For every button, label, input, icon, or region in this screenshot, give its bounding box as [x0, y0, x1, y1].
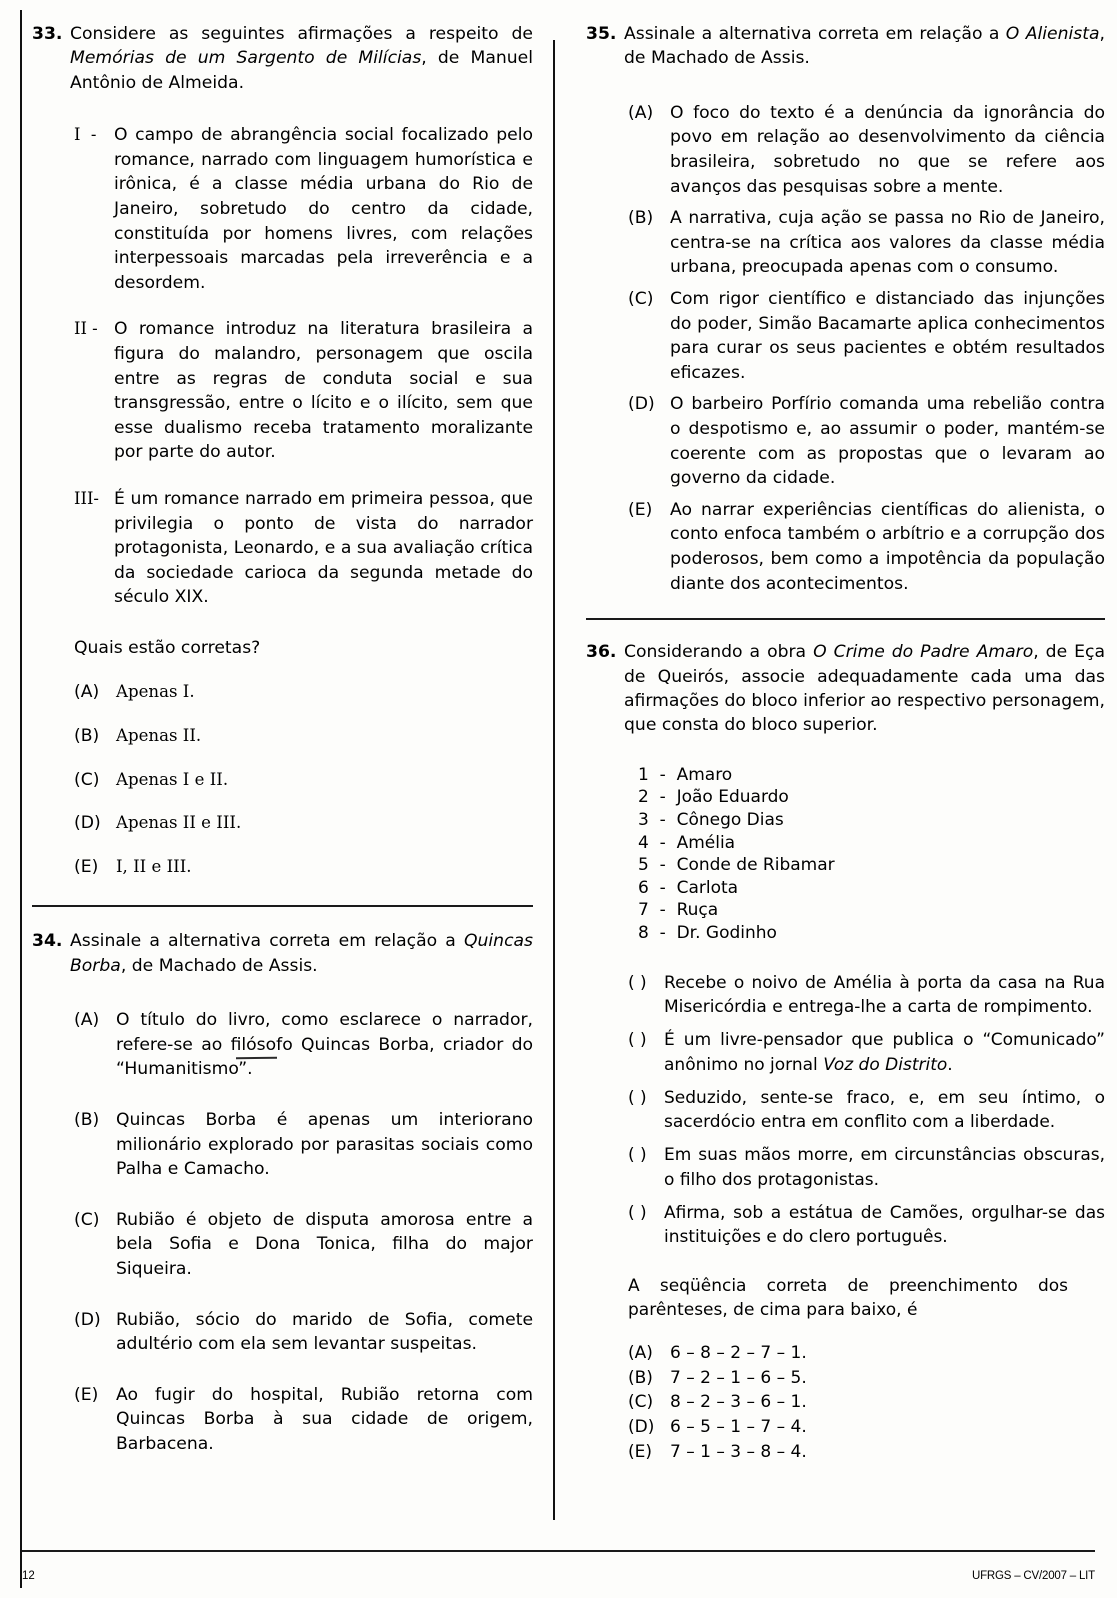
roman-item-text: O romance introduz na literatura brasileira a figura do malandro, personagem que oscila entre as regras de conduta social e sua transgressão, entre o lícito e o ilícito, sem que esse dualismo receba tratamento moralizante por parte do autor.	[114, 319, 534, 463]
answer-parenthesis-blank[interactable]: ( )	[628, 1030, 647, 1051]
question-separator	[32, 905, 533, 907]
question-34-stem	[70, 929, 533, 978]
question-separator	[586, 618, 1105, 620]
alternative-letter: (A)	[628, 102, 654, 123]
alternative-text: Apenas II.	[116, 725, 202, 745]
right-column	[586, 22, 1105, 1527]
alternative-text: Apenas I.	[116, 682, 195, 702]
question-34	[32, 929, 533, 1456]
roman-item-text: O campo de abrangência social focalizado pelo romance, narrado com linguagem humorística e irônica, é a classe média urbana do Rio de Janeiro, sobretudo do centro da cidade, constituída por homens livres, com relações interpessoais marcadas pela irreverência e a desordem.	[114, 125, 534, 293]
alternative-text: Apenas II e III.	[116, 813, 242, 833]
matching-statement[interactable]	[628, 1028, 1105, 1077]
statement-newspaper-title: Voz do Distrito	[823, 1054, 948, 1075]
character-key-list	[638, 764, 1105, 945]
roman-item	[32, 317, 533, 465]
alternative-c[interactable]	[32, 1208, 533, 1282]
answer-parenthesis-blank[interactable]: ( )	[628, 1203, 647, 1224]
question-35-alternatives	[586, 101, 1105, 596]
character-list-item: 7 - Ruça	[638, 900, 719, 921]
character-list-item: 3 - Cônego Dias	[638, 810, 784, 831]
alternative-text-before: O título do livro, como esclarece o narrador, refere-se ao	[116, 1010, 534, 1055]
roman-item-label: II -	[74, 319, 98, 339]
footer-divider	[22, 1550, 1095, 1552]
page-number: 12	[22, 1570, 35, 1582]
alternative-text: 8 – 2 – 3 – 6 – 1.	[670, 1392, 807, 1413]
question-33-prompt: Quais estão corretas?	[74, 637, 261, 658]
exam-identifier: UFRGS – CV/2007 – LIT	[972, 1570, 1095, 1582]
alternative-text: Ao fugir do hospital, Rubião retorna com Quincas Borba à sua cidade de origem, Barbacena.	[116, 1384, 534, 1454]
matching-statement-text: Seduzido, sente-se fraco, e, em seu íntimo, o sacerdócio entra em conflito com a liberdade.	[664, 1087, 1105, 1133]
stem-text-before: Considerando a obra	[624, 642, 814, 663]
alternative-text: Quincas Borba é apenas um interiorano milionário explorado por parasitas sociais como Palha e Camacho.	[116, 1109, 534, 1180]
alternative-letter: (E)	[628, 1441, 653, 1462]
alternative-e[interactable]	[32, 1383, 533, 1457]
alternative-letter: (C)	[628, 289, 654, 309]
roman-item-label: III-	[74, 488, 99, 508]
page-left-border	[20, 10, 22, 1588]
question-33-roman-items	[32, 123, 533, 610]
alternative-a[interactable]	[32, 680, 533, 705]
matching-statement-text: Recebe o noivo de Amélia à porta da casa na Rua Misericórdia e entrega-lhe a carta de rompimento.	[664, 972, 1105, 1017]
handwritten-underline-annotation: filósofo	[231, 1033, 293, 1058]
stem-text-after: , de Machado de Assis.	[120, 955, 318, 976]
stem-text-after: , de Machado de Assis.	[624, 24, 1105, 69]
matching-statement[interactable]	[628, 971, 1105, 1020]
alternative-letter: (C)	[74, 769, 100, 790]
alternative-letter: (D)	[74, 1309, 101, 1330]
stem-text-before: Assinale a alternativa correta em relação a	[70, 931, 464, 952]
matching-statement-text: Afirma, sob a estátua de Camões, orgulhar-se das instituições e do clero português.	[664, 1203, 1105, 1248]
question-33-alternatives	[32, 680, 533, 879]
two-column-layout	[32, 22, 1105, 1527]
alternative-letter: (A)	[628, 1343, 653, 1364]
roman-item	[32, 487, 533, 610]
question-36-alternatives	[628, 1342, 1105, 1463]
alternative-letter: (D)	[628, 1417, 655, 1438]
left-column	[32, 22, 541, 1527]
answer-parenthesis-blank[interactable]: ( )	[628, 972, 647, 993]
stem-text-after: , de Eça de Queirós, associe adequadamente cada uma das afirmações do bloco inferior ao respectivo personagem, que consta do bloco superior.	[624, 642, 1106, 736]
alternative-text: 6 – 5 – 1 – 7 – 4.	[670, 1417, 807, 1438]
roman-item-text: É um romance narrado em primeira pessoa, que privilegia o ponto de vista do narrador protagonista, Leonardo, e a sua avaliação crítica da sociedade carioca da segunda metade do século XIX.	[114, 488, 534, 608]
matching-statement-text	[664, 1028, 1105, 1077]
roman-item	[32, 123, 533, 295]
alternative-a[interactable]	[32, 1008, 533, 1082]
matching-statement[interactable]	[628, 1086, 1105, 1135]
alternative-letter: (E)	[74, 1384, 99, 1405]
character-list-item: 8 - Dr. Godinho	[638, 923, 777, 944]
alternative-letter: (E)	[74, 856, 99, 877]
alternative-b[interactable]	[32, 1108, 533, 1182]
stem-work-title: Memórias de um Sargento de Milícias	[70, 48, 422, 69]
statement-text-after: .	[947, 1054, 953, 1075]
alternative-letter: (E)	[628, 499, 653, 520]
alternative-letter: (A)	[74, 682, 100, 703]
question-36	[586, 640, 1105, 1463]
character-list-item: 4 - Amélia	[638, 832, 736, 853]
page-footer	[22, 1570, 1095, 1582]
column-divider	[553, 40, 555, 1520]
question-35-header	[586, 22, 1105, 71]
alternative-text: 7 – 1 – 3 – 8 – 4.	[670, 1441, 807, 1462]
alternative-a[interactable]	[586, 101, 1105, 199]
question-33-number: 33.	[32, 24, 63, 44]
alternative-letter: (A)	[74, 1010, 100, 1031]
question-34-number: 34.	[32, 931, 63, 952]
stem-text-before: Assinale a alternativa correta em relação a	[624, 24, 1006, 44]
statement-text-before: É um livre-pensador que publica o “Comunicado” anônimo no jornal	[664, 1030, 1105, 1075]
alternative-b[interactable]	[586, 206, 1105, 280]
answer-parenthesis-blank[interactable]: ( )	[628, 1087, 647, 1108]
question-33-header	[32, 22, 533, 95]
alternative-d[interactable]	[32, 1308, 533, 1357]
alternative-d[interactable]	[586, 392, 1105, 490]
alternative-text: A narrativa, cuja ação se passa no Rio de Janeiro, centra-se na crítica aos valores da classe média urbana, preocupada apenas com o consumo.	[670, 208, 1105, 278]
alternative-letter: (C)	[74, 1209, 100, 1230]
alternative-d[interactable]	[32, 811, 533, 836]
alternative-letter: (B)	[628, 208, 654, 229]
alternative-letter: (B)	[74, 1109, 100, 1130]
question-33-stem	[70, 22, 533, 95]
alternative-a[interactable]	[628, 1342, 1105, 1365]
alternative-text: O foco do texto é a denúncia da ignorância do povo em relação ao desenvolvimento da ciência brasileira, sobretudo no que se refere aos avanços das pesquisas sobre a mente.	[670, 102, 1105, 197]
alternative-text: Com rigor científico e distanciado das injunções do poder, Simão Bacamarte aplica conhecimentos para curar os seus pacientes e obtém resultados eficazes.	[670, 289, 1105, 383]
alternative-text: O barbeiro Porfírio comanda uma rebelião contra o despotismo e, ao assumir o poder, mantém-se coerente com as propostas que o levaram ao governo da cidade.	[670, 394, 1105, 489]
alternative-e[interactable]	[628, 1441, 1105, 1464]
alternative-text: 7 – 2 – 1 – 6 – 5.	[670, 1367, 807, 1388]
alternative-text: Rubião é objeto de disputa amorosa entre a bela Sofia e Dona Tonica, filha do major Siqueira.	[116, 1209, 534, 1279]
answer-parenthesis-blank[interactable]: ( )	[628, 1145, 647, 1166]
question-36-sequence-prompt: A seqüência correta de preenchimento dos parênteses, de cima para baixo, é	[628, 1275, 1069, 1320]
stem-text-before: Considere as seguintes afirmações a respeito de	[70, 24, 534, 44]
alternative-c[interactable]	[628, 1391, 1105, 1414]
alternative-c[interactable]	[586, 287, 1105, 385]
alternative-text: Ao narrar experiências científicas do alienista, o conto enfoca também o arbítrio e a corrupção dos poderosos, bem como a impotência da população diante dos acontecimentos.	[670, 499, 1105, 594]
question-34-header	[32, 929, 533, 978]
alternative-text: 6 – 8 – 2 – 7 – 1.	[670, 1343, 807, 1364]
alternative-text	[116, 1008, 533, 1082]
stem-work-title: Quincas Borba	[70, 931, 534, 976]
stem-text-after: , de Manuel Antônio de Almeida.	[70, 48, 534, 93]
character-list-item: 5 - Conde de Ribamar	[638, 855, 835, 876]
character-list-item: 1 - Amaro	[638, 764, 733, 785]
character-list-item: 6 - Carlota	[638, 877, 739, 898]
question-36-number: 36.	[586, 642, 617, 663]
character-list-item: 2 - João Eduardo	[638, 787, 789, 808]
matching-statement-text: Em suas mãos morre, em circunstâncias obscuras, o filho dos protagonistas.	[664, 1145, 1105, 1190]
alternative-e[interactable]	[586, 498, 1105, 596]
question-35	[586, 22, 1105, 596]
alternative-text: Rubião, sócio do marido de Sofia, comete adultério com ela sem levantar suspeitas.	[116, 1309, 534, 1355]
alternative-b[interactable]	[628, 1367, 1105, 1390]
alternative-text: Apenas I e II.	[116, 769, 229, 789]
matching-statement[interactable]	[628, 1143, 1105, 1192]
question-33	[32, 22, 533, 879]
matching-statement-list	[628, 971, 1105, 1250]
alternative-letter: (C)	[628, 1392, 654, 1413]
alternative-text: I, II e III.	[116, 856, 192, 876]
question-36-header	[586, 640, 1105, 738]
question-35-number: 35.	[586, 24, 617, 44]
matching-statement[interactable]	[628, 1201, 1105, 1250]
alternative-c[interactable]	[32, 768, 533, 793]
alternative-b[interactable]	[32, 724, 533, 749]
alternative-d[interactable]	[628, 1416, 1105, 1439]
alternative-text-after: Quincas Borba, criador do “Humanitismo”.	[116, 1034, 534, 1080]
stem-work-title: O Alienista	[1005, 24, 1100, 44]
alternative-letter: (B)	[628, 1367, 653, 1388]
alternative-e[interactable]	[32, 855, 533, 880]
alternative-letter: (B)	[74, 725, 100, 746]
roman-item-label: I -	[74, 125, 97, 145]
alternative-letter: (D)	[74, 813, 101, 834]
stem-work-title: O Crime do Padre Amaro	[813, 642, 1034, 663]
question-36-stem	[624, 640, 1105, 738]
question-35-stem	[624, 22, 1105, 71]
alternative-letter: (D)	[628, 394, 655, 415]
question-34-alternatives	[32, 1008, 533, 1456]
